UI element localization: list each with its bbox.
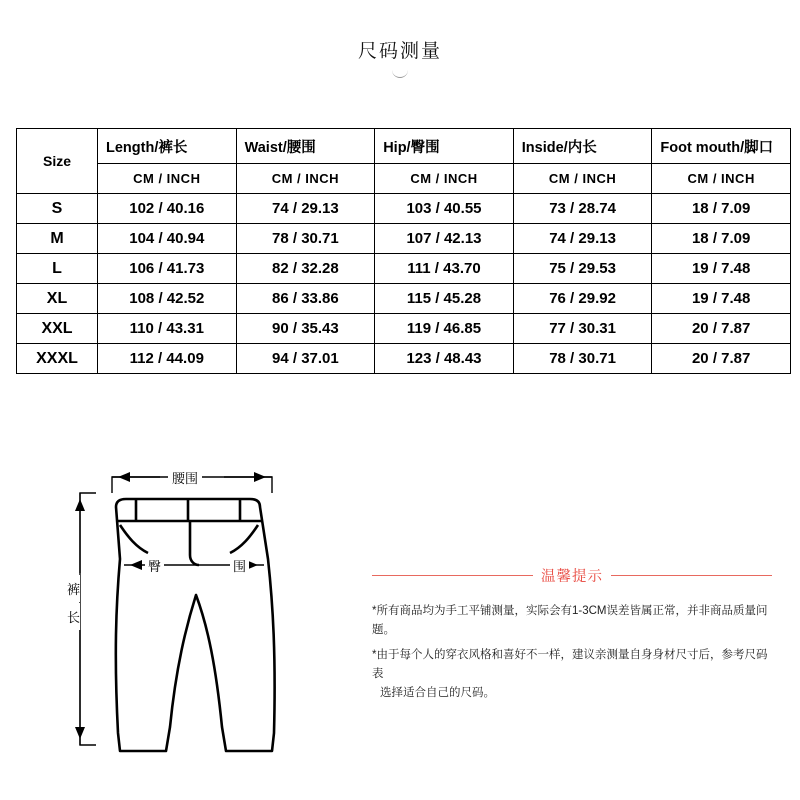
tip-line-1: *所有商品均为手工平铺测量，实际会有1-3CM误差皆属正常，并非商品质量问题。 xyxy=(372,605,768,636)
waist-arrow-right xyxy=(254,472,266,482)
unit-cell-length: CM / INCH xyxy=(98,164,237,194)
cell-waist: 94 / 37.01 xyxy=(236,344,375,374)
cell-hip: 123 / 48.43 xyxy=(375,344,514,374)
unit-cell-hip: CM / INCH xyxy=(375,164,514,194)
cell-hip: 111 / 43.70 xyxy=(375,254,514,284)
length-arrow-bottom xyxy=(75,727,85,739)
tip-line-2-continued: 选择适合自己的尺码。 xyxy=(380,686,495,699)
table-row xyxy=(17,284,791,314)
table-corner-size-label: Size xyxy=(17,129,98,194)
cell-length: 102 / 40.16 xyxy=(98,194,237,224)
size-chart xyxy=(16,128,784,374)
row-size-label: L xyxy=(17,254,98,284)
unit-cell-footmouth: CM / INCH xyxy=(652,164,791,194)
table-row xyxy=(17,254,791,284)
length-label-char1: 裤 xyxy=(67,575,80,602)
cell-waist: 78 / 30.71 xyxy=(236,224,375,254)
table-header-inside-text: Inside/内长 xyxy=(521,139,597,156)
row-size-label: S xyxy=(17,194,98,224)
cell-length: 110 / 43.31 xyxy=(98,314,237,344)
cell-footmouth: 20 / 7.87 xyxy=(652,314,791,344)
title-underline-decoration xyxy=(392,70,408,78)
measurement-diagram xyxy=(40,455,360,785)
row-size-label: XXXL xyxy=(17,344,98,374)
cell-hip: 115 / 45.28 xyxy=(375,284,514,314)
table-header-hip xyxy=(375,129,514,164)
cell-length: 104 / 40.94 xyxy=(98,224,237,254)
cell-inside: 73 / 28.74 xyxy=(513,194,652,224)
cell-inside: 77 / 30.31 xyxy=(513,314,652,344)
page-title-text: 尺码测量 xyxy=(357,41,442,62)
page-title xyxy=(0,36,800,78)
table-header-hip-text: Hip/臀围 xyxy=(383,139,440,156)
tips-title: 温馨提示 xyxy=(541,569,603,585)
hip-arrow-left xyxy=(130,560,142,570)
cell-footmouth: 18 / 7.09 xyxy=(652,194,791,224)
waist-label: 腰围 xyxy=(168,468,202,487)
length-arrow-top xyxy=(75,499,85,511)
hip-label-char1: 臀 xyxy=(145,556,164,575)
tips-section xyxy=(372,565,772,709)
tips-header xyxy=(372,565,772,586)
cell-waist: 74 / 29.13 xyxy=(236,194,375,224)
table-row xyxy=(17,314,791,344)
cell-length: 112 / 44.09 xyxy=(98,344,237,374)
cell-waist: 90 / 35.43 xyxy=(236,314,375,344)
cell-footmouth: 19 / 7.48 xyxy=(652,284,791,314)
table-header-length xyxy=(98,129,237,164)
table-header-row xyxy=(17,129,791,164)
tips-rule-left xyxy=(372,575,533,576)
waist-measure-bracket xyxy=(112,477,272,493)
pants-illustration xyxy=(116,499,275,751)
cell-footmouth: 18 / 7.09 xyxy=(652,224,791,254)
hip-arrow-right xyxy=(246,560,258,570)
table-unit-row xyxy=(17,164,791,194)
row-size-label: XL xyxy=(17,284,98,314)
cell-inside: 76 / 29.92 xyxy=(513,284,652,314)
table-row xyxy=(17,194,791,224)
table-header-inside xyxy=(513,129,652,164)
table-header-length-text: Length/裤长 xyxy=(106,139,188,156)
hip-label-char2: 围 xyxy=(230,556,249,575)
cell-inside: 75 / 29.53 xyxy=(513,254,652,284)
cell-hip: 103 / 40.55 xyxy=(375,194,514,224)
cell-length: 106 / 41.73 xyxy=(98,254,237,284)
cell-hip: 107 / 42.13 xyxy=(375,224,514,254)
cell-waist: 86 / 33.86 xyxy=(236,284,375,314)
cell-waist: 82 / 32.28 xyxy=(236,254,375,284)
cell-footmouth: 19 / 7.48 xyxy=(652,254,791,284)
cell-footmouth: 20 / 7.87 xyxy=(652,344,791,374)
tip-line-2 xyxy=(372,646,772,703)
table-header-waist-text: Waist/腰围 xyxy=(244,139,316,156)
row-size-label: XXL xyxy=(17,314,98,344)
table-header-footmouth xyxy=(652,129,791,164)
waist-arrow-left xyxy=(118,472,130,482)
table-row xyxy=(17,344,791,374)
row-size-label: M xyxy=(17,224,98,254)
cell-inside: 74 / 29.13 xyxy=(513,224,652,254)
length-measure-bracket xyxy=(80,493,96,745)
unit-cell-waist: CM / INCH xyxy=(236,164,375,194)
cell-hip: 119 / 46.85 xyxy=(375,314,514,344)
table-row xyxy=(17,224,791,254)
cell-inside: 78 / 30.71 xyxy=(513,344,652,374)
unit-cell-inside: CM / INCH xyxy=(513,164,652,194)
table-header-waist xyxy=(236,129,375,164)
tip-line-2-text: *由于每个人的穿衣风格和喜好不一样，建议亲测量自身身材尺寸后，参考尺码表 xyxy=(372,648,768,680)
size-table xyxy=(16,128,791,374)
tips-rule-right xyxy=(611,575,772,576)
table-header-footmouth-text: Foot mouth/脚口 xyxy=(660,139,774,156)
length-label-char2: 长 xyxy=(67,603,80,630)
cell-length: 108 / 42.52 xyxy=(98,284,237,314)
